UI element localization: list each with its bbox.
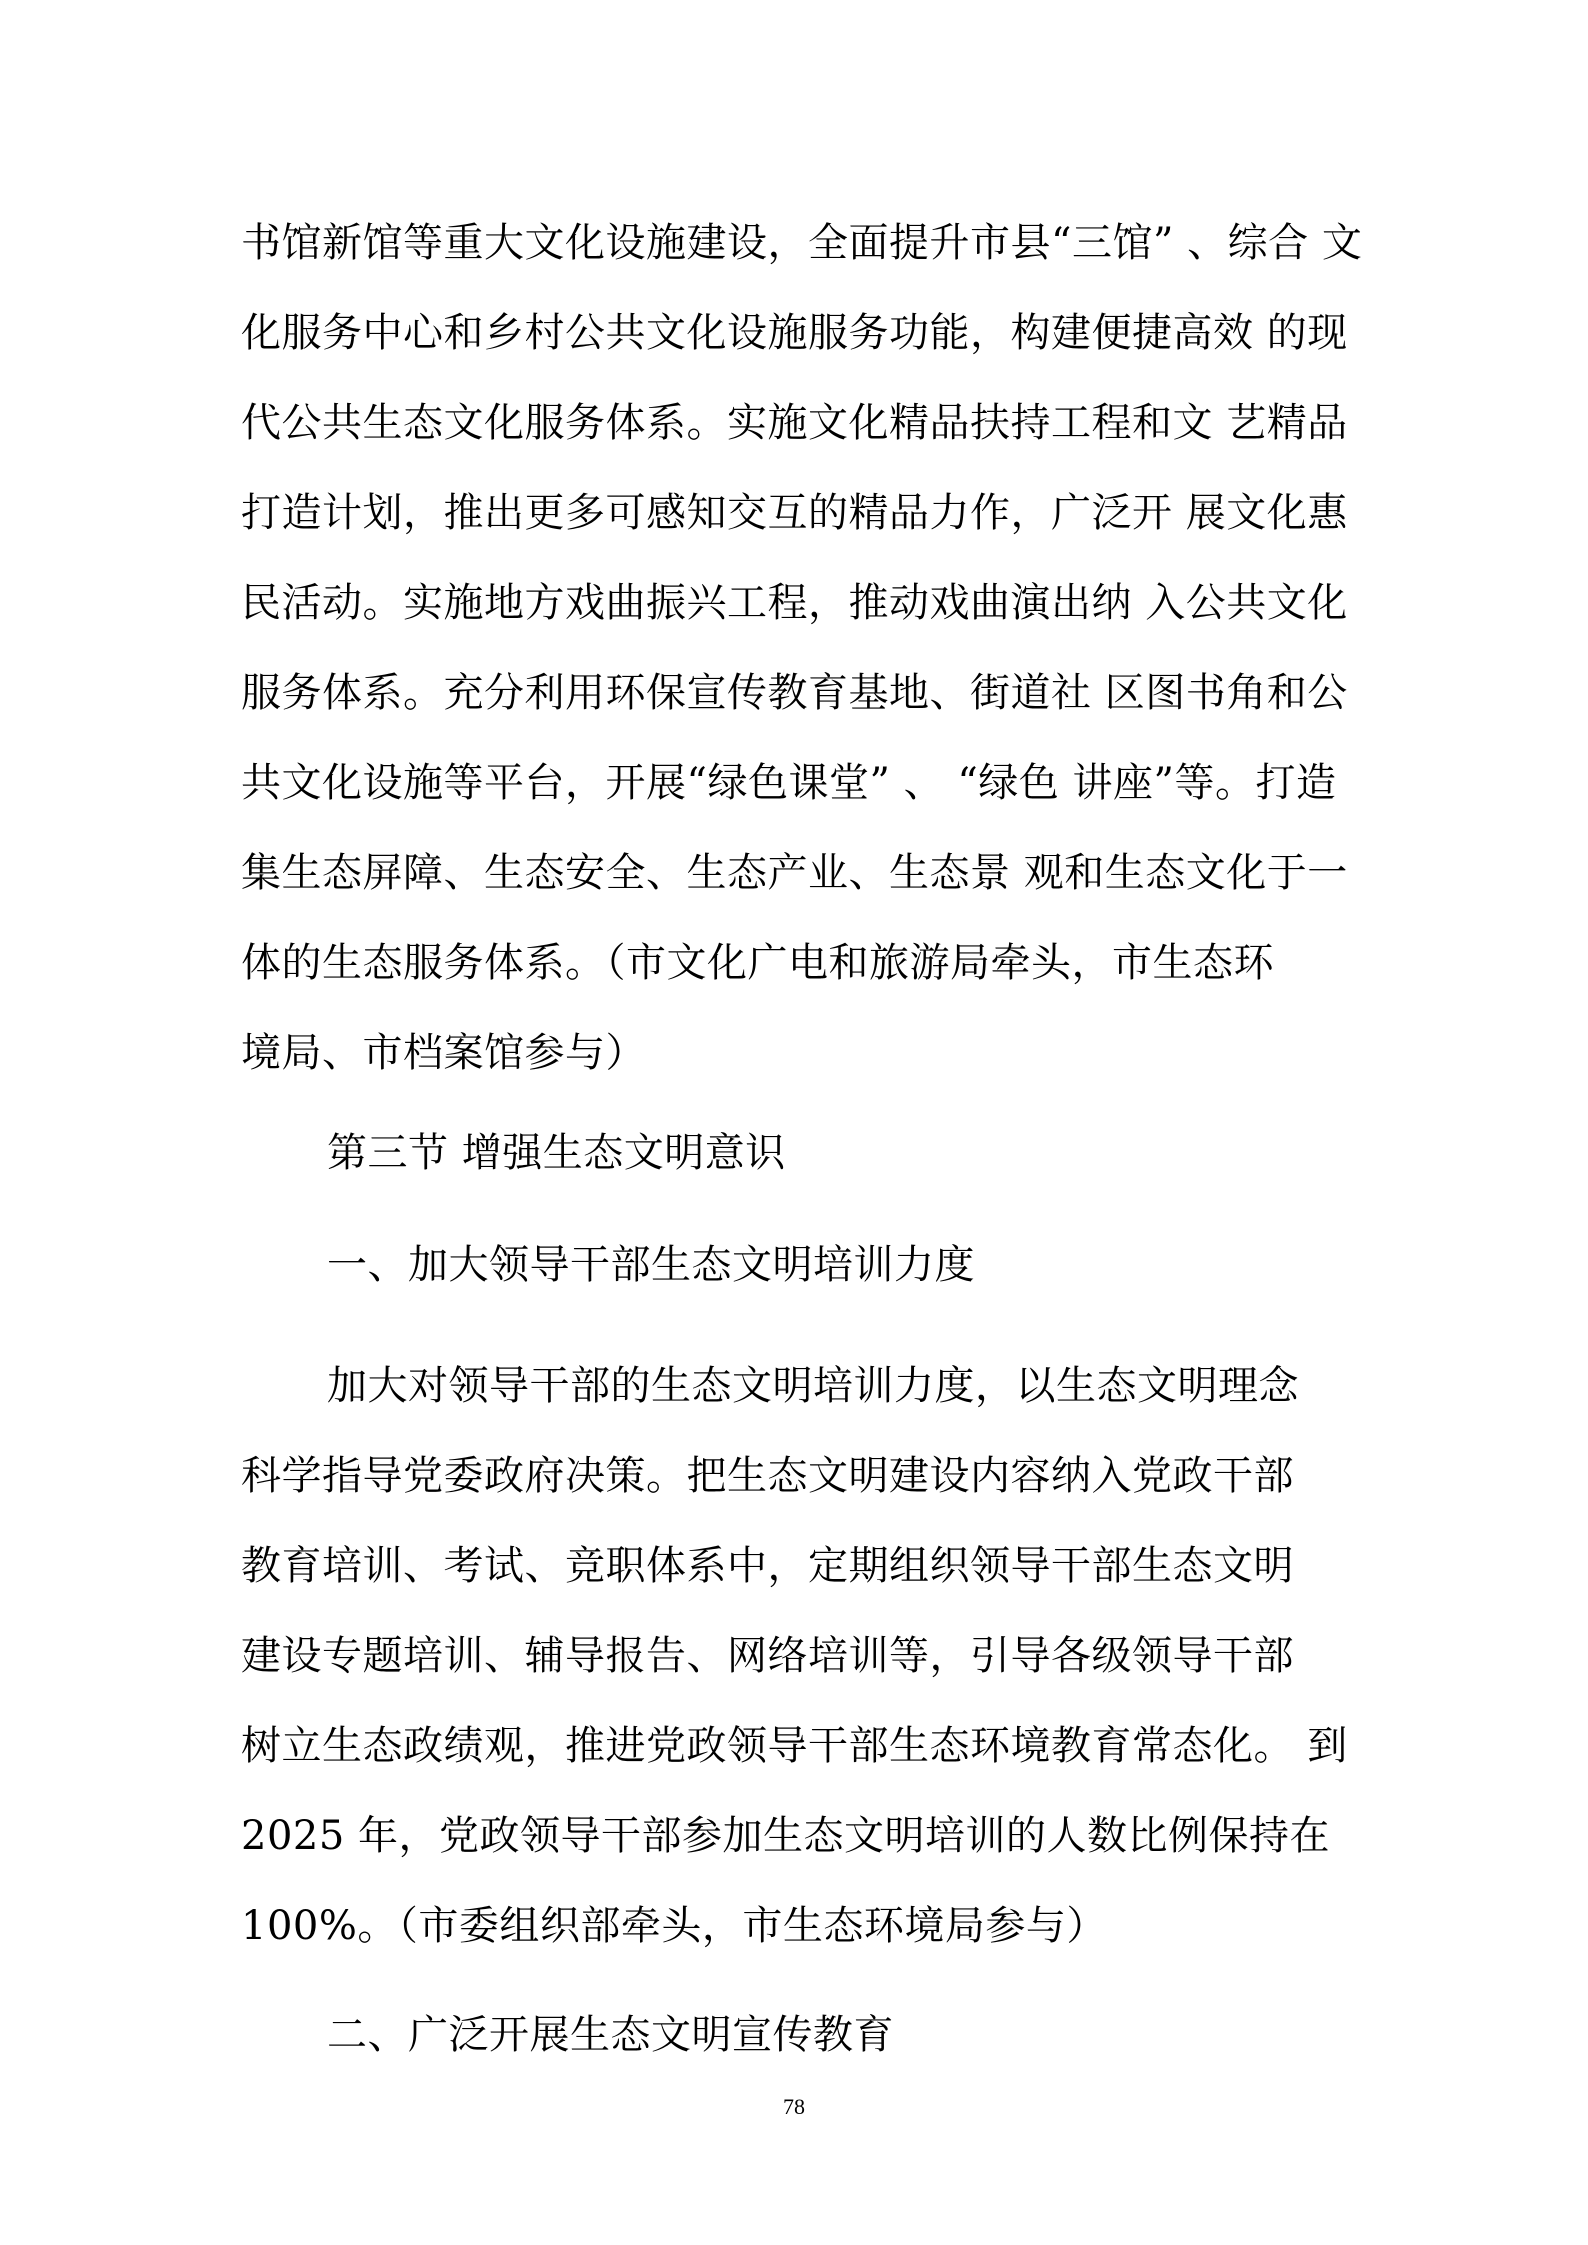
body-text-line: 教育培训、考试、竞职体系中，定期组织领导干部生态文明 [241,1543,1294,1589]
section-heading: 第三节 增强生态文明意识 [327,1130,786,1176]
subheading: 二、广泛开展生态文明宣传教育 [327,2012,894,2058]
body-text-line: 集生态屏障、生态安全、生态产业、生态景 观和生态文化于一 [241,850,1348,896]
body-text-line: 2025 年，党政领导干部参加生态文明培训的人数比例保持在 [241,1813,1331,1859]
body-text-line: 树立生态政绩观，推进党政领导干部生态环境教育常态化。 到 [241,1723,1348,1769]
body-text-line: 体的生态服务体系。（市文化广电和旅游局牵头，市生态环 [241,940,1274,986]
body-text-line: 服务体系。充分利用环保宣传教育基地、街道社 区图书角和公 [241,670,1348,716]
body-text-line: 民活动。实施地方戏曲振兴工程，推动戏曲演出纳 入公共文化 [241,580,1348,626]
body-text-line: 100%。（市委组织部牵头，市生态环境局参与） [241,1903,1107,1949]
body-text-line: 科学指导党委政府决策。把生态文明建设内容纳入党政干部 [241,1453,1294,1499]
body-text-line: 打造计划，推出更多可感知交互的精品力作，广泛开 展文化惠 [241,490,1348,536]
page-number: 78 [783,2094,805,2119]
body-text-line: 建设专题培训、辅导报告、网络培训等，引导各级领导干部 [241,1633,1294,1679]
body-text-line: 书馆新馆等重大文化设施建设，全面提升市县“三馆” 、综合 文 [241,220,1363,266]
body-text-line: 代公共生态文化服务体系。实施文化精品扶持工程和文 艺精品 [241,400,1348,446]
body-text-line: 化服务中心和乡村公共文化设施服务功能，构建便捷高效 的现 [241,310,1348,356]
body-text-line: 境局、市档案馆参与） [241,1030,646,1076]
body-text-line: 共文化设施等平台，开展“绿色课堂” 、 “绿色 讲座”等。打造 [241,760,1337,806]
body-text-line: 加大对领导干部的生态文明培训力度，以生态文明理念 [327,1363,1299,1409]
subheading: 一、加大领导干部生态文明培训力度 [327,1242,975,1288]
